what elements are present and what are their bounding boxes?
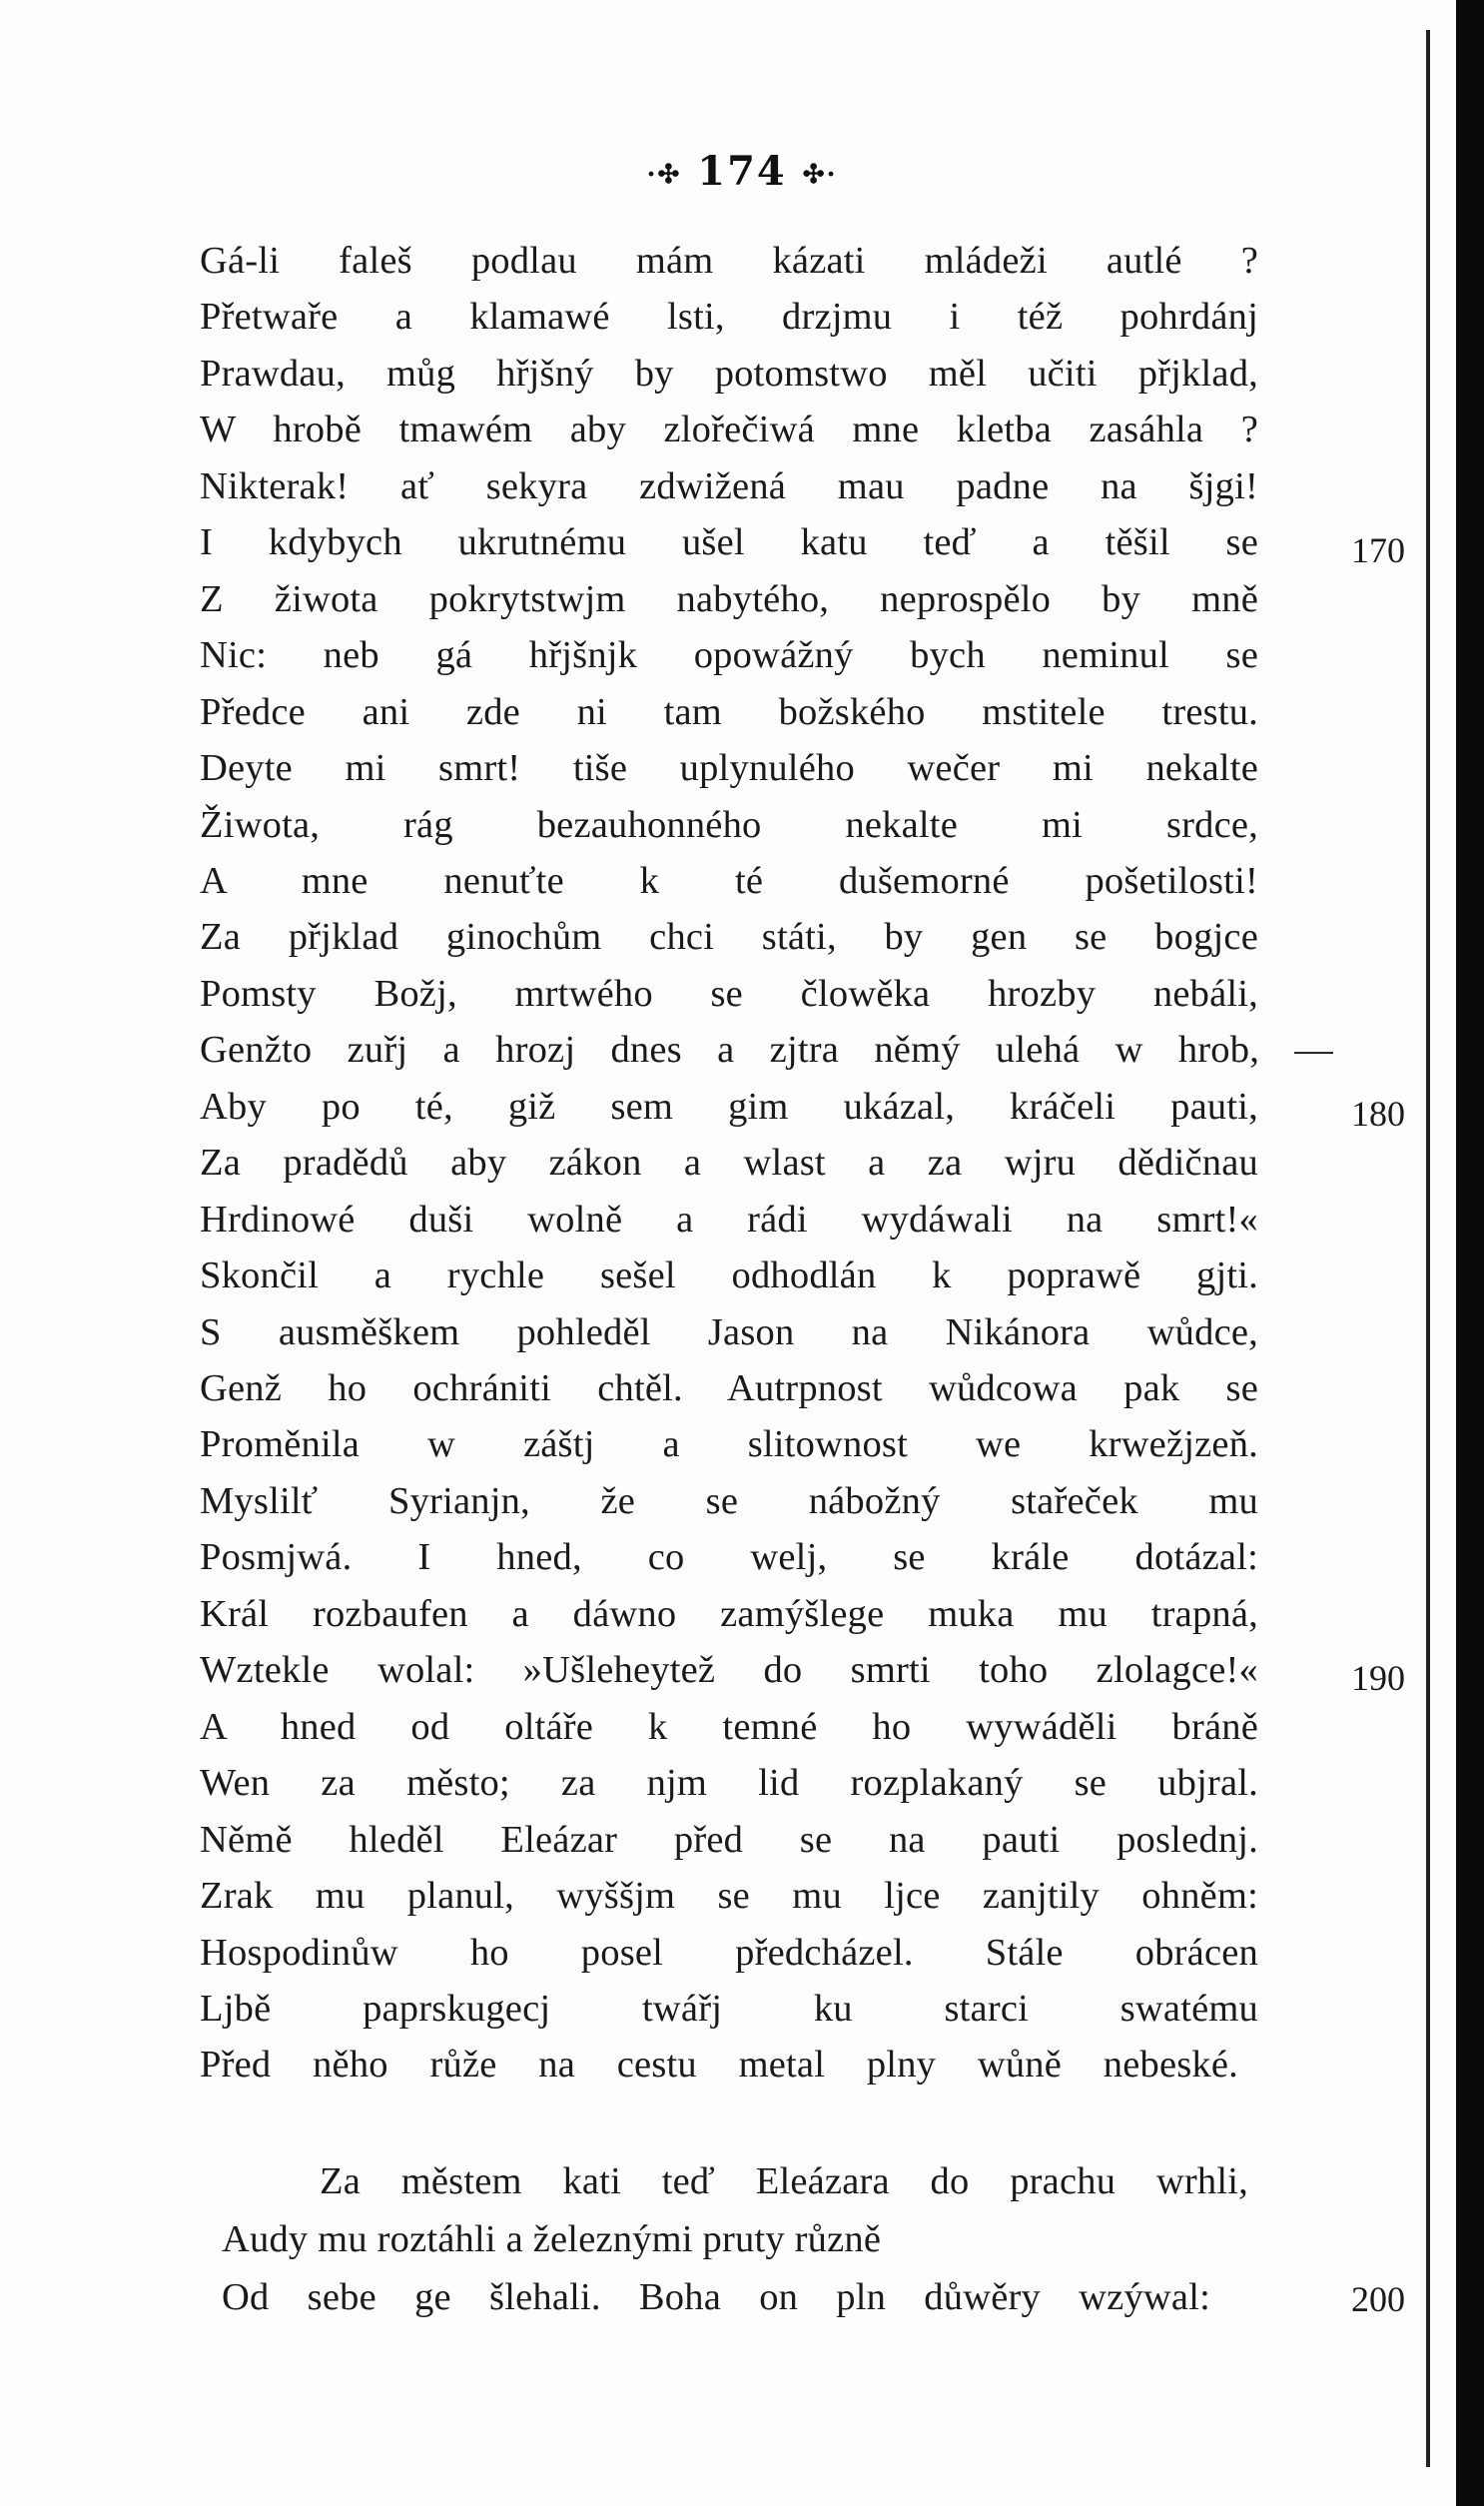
- poem-line: Proměnila w záštj a slitownost we krwežjzeň.: [200, 1423, 1258, 1466]
- poem-line: Posmjwá. I hned, co welj, se krále dotázal:: [200, 1536, 1258, 1579]
- poem-line: Přetwaře a klamawé lsti, drzjmu i též pohrdánj: [200, 296, 1258, 339]
- line-number-180: 180: [1351, 1094, 1405, 1134]
- poem-line: Žiwota, rág bezauhonného nekalte mi srdce,: [200, 803, 1258, 846]
- poem-line: A mne nenuťte k té dušemorné pošetilosti!: [200, 859, 1258, 902]
- line-number-200: 200: [1351, 2279, 1405, 2319]
- poem-line: Audy mu roztáhli a železnými pruty různě: [222, 2218, 882, 2260]
- poem-line: Za pradědů aby zákon a wlast a za wjru dědičnau: [200, 1142, 1258, 1185]
- poem-line: Prawdau, můg hřjšný by potomstwo měl učiti přjklad,: [200, 352, 1258, 395]
- poem-line: Ljbě paprskugecj twářj ku starci swatému: [200, 1987, 1258, 2030]
- poem-line: Předce ani zde ni tam božského mstitele trestu.: [200, 690, 1258, 733]
- poem-line: Z žiwota pokrytstwjm nabytého, neprospělo by mně: [200, 577, 1258, 620]
- poem-line: I kdybych ukrutnému ušel katu teď a těšil se: [200, 521, 1258, 564]
- poem-line: Zrak mu planul, wyššjm se mu ljce zanjtily ohněm:: [200, 1875, 1258, 1918]
- line-number-170: 170: [1351, 530, 1405, 570]
- poem-line: Hrdinowé duši wolně a rádi wydáwali na smrt!«: [200, 1198, 1258, 1241]
- poem-line: Před něho růže na cestu metal plny wůně nebeské.: [200, 2044, 1238, 2087]
- poem-line: Gá-li faleš podlau mám kázati mládeži autlé ?: [200, 240, 1258, 282]
- poem-line: Deyte mi smrt! tiše uplynulého wečer mi nekalte: [200, 747, 1258, 790]
- poem-line: Wztekle wolal: »Ušlehеytež do smrti toho zlolagce!«: [200, 1649, 1258, 1692]
- poem-line: Wen za město; za njm lid rozplakaný se ubjral.: [200, 1762, 1258, 1805]
- poem-line: Genžto zuřj a hrozj dnes a zjtra němý ulehá w hrob, —: [200, 1029, 1333, 1072]
- poem-line: Od sebe ge šlehali. Boha on pln důwěry wzýwal:: [222, 2276, 1210, 2318]
- line-number-190: 190: [1351, 1658, 1405, 1698]
- poem-line: Za přjklad ginochům chci státi, by gen se bogjce: [200, 916, 1258, 959]
- poem-line: Němě hleděl Eleázar před se na pauti poslednj.: [200, 1818, 1258, 1861]
- poem-line: Skončil a rychle sešel odhodlán k poprawě gjti.: [200, 1254, 1258, 1297]
- poem-line: Genž ho ochrániti chtěl. Autrpnost wůdcowa pak se: [200, 1367, 1258, 1409]
- poem-line: Nic: neb gá hřjšnjk opowážný bych neminul se: [200, 634, 1258, 677]
- poem-line: Za městem kati teď Eleázara do prachu wrhli,: [320, 2160, 1248, 2202]
- poem-line: Král rozbaufen a dáwno zamýšlege muka mu trapná,: [200, 1592, 1258, 1635]
- poem-line: W hrobě tmawém aby zlořečiwá mne kletba zasáhla ?: [200, 409, 1258, 451]
- poem-line: Hospodinůw ho posel předcházel. Stále obrácen: [200, 1931, 1258, 1974]
- poem-line: S ausměškem pohleděl Jason na Nikánora wůdce,: [200, 1310, 1258, 1353]
- poem-line: Pomsty Božj, mrtwého se člowěka hrozby nebáli,: [200, 972, 1258, 1015]
- ornament-left: ·✣: [646, 160, 682, 190]
- ornament-right: ✣·: [802, 160, 838, 190]
- page-number: 174: [697, 148, 787, 195]
- poem-line: Myslilť Syrianjn, že se nábožný stařeček mu: [200, 1479, 1258, 1522]
- poem-line: A hned od oltáře k temné ho wywáděli bráně: [200, 1705, 1258, 1748]
- poem-line: Nikterak! ať sekyra zdwižená mau padne na šjgi!: [200, 464, 1258, 507]
- poem-line: Aby po té, giž sem gim ukázal, kráčeli pauti,: [200, 1085, 1258, 1128]
